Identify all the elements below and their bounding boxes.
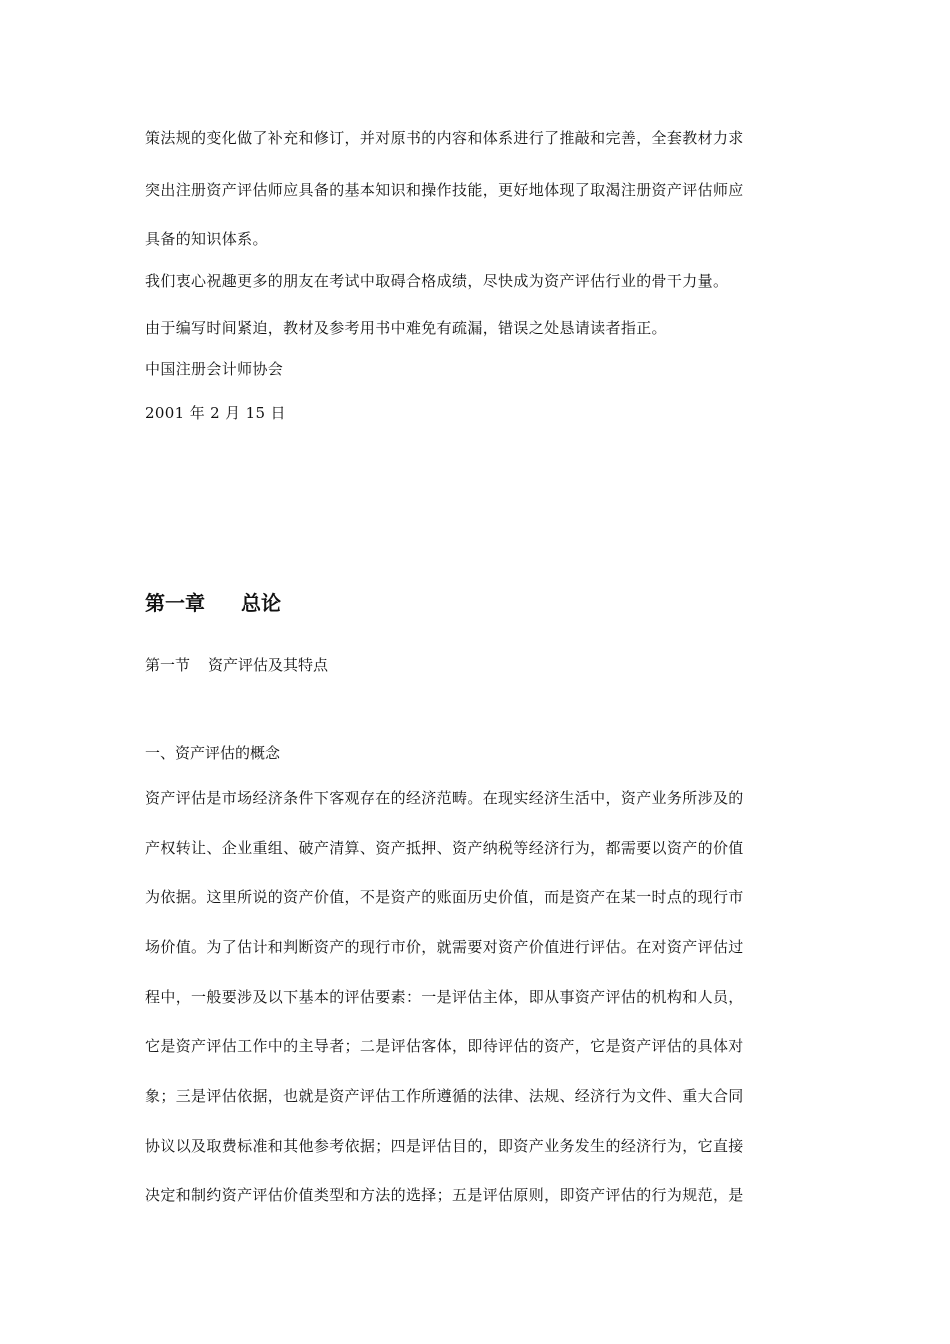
preface-line-2: 突出注册资产评估师应具备的基本知识和操作技能，更好地体现了取渴注册资产评估师应 [145,181,744,199]
preface-line-5: 由于编写时间紧迫，教材及参考用书中难免有疏漏，错误之处恳请读者指正。 [145,319,667,337]
chapter-heading [145,590,281,616]
body-line-2: 产权转让、企业重组、破产清算、资产抵押、资产纳税等经济行为，都需要以资产的价值 [145,839,744,857]
body-line-6: 它是资产评估工作中的主导者；二是评估客体，即待评估的资产，它是资产评估的具体对 [145,1037,744,1055]
section-number: 第一节 [145,656,191,674]
preface-line-1: 策法规的变化做了补充和修订，并对原书的内容和体系进行了推敲和完善，全套教材力求 [145,129,744,147]
body-line-4: 场价值。为了估计和判断资产的现行市价，就需要对资产价值进行评估。在对资产评估过 [145,938,744,956]
preface-signature: 中国注册会计师协会 [145,360,284,378]
subsection-heading: 一、资产评估的概念 [145,744,281,762]
body-line-1: 资产评估是市场经济条件下客观存在的经济范畴。在现实经济生活中，资产业务所涉及的 [145,789,744,807]
section-heading [145,655,328,675]
preface-date: 2001 年 2 月 15 日 [145,404,286,422]
chapter-title: 总论 [241,591,281,615]
body-line-9: 决定和制约资产评估价值类型和方法的选择；五是评估原则，即资产评估的行为规范，是 [145,1186,744,1204]
preface-line-4: 我们衷心祝趣更多的朋友在考试中取碍合格成绩，尽快成为资产评估行业的骨干力量。 [145,272,729,290]
body-line-5: 程中，一般要涉及以下基本的评估要素：一是评估主体，即从事资产评估的机构和人员， [145,988,744,1006]
body-line-7: 象；三是评估依据，也就是资产评估工作所遵循的法律、法规、经济行为文件、重大合同 [145,1087,744,1105]
preface-line-3: 具备的知识体系。 [145,230,268,248]
chapter-number: 第一章 [145,591,205,615]
body-line-8: 协议以及取费标准和其他参考依据；四是评估目的，即资产业务发生的经济行为，它直接 [145,1137,744,1155]
section-title: 资产评估及其特点 [208,656,329,674]
body-line-3: 为依据。这里所说的资产价值，不是资产的账面历史价值，而是资产在某一时点的现行市 [145,888,744,906]
